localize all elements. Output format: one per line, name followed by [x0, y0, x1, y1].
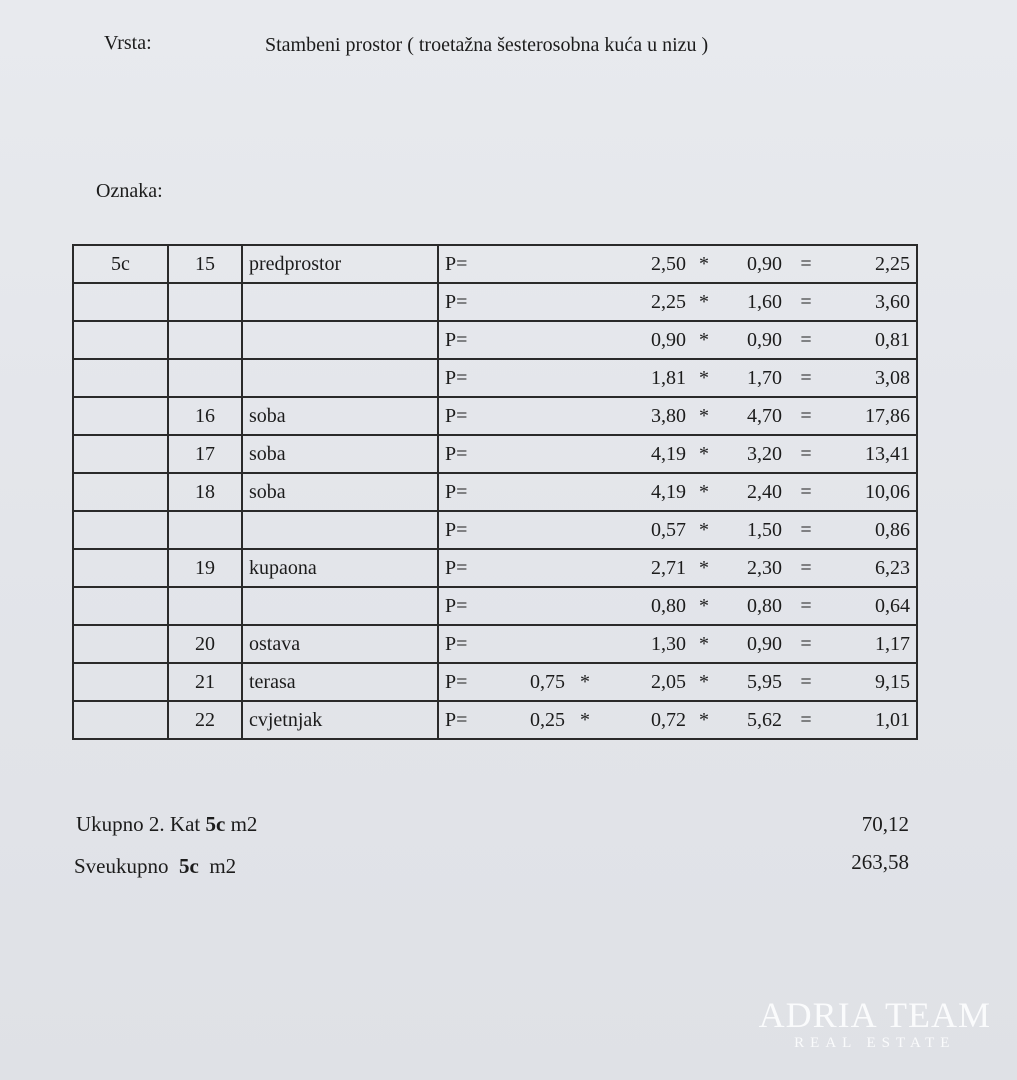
calc-factor: 4,19: [651, 442, 686, 465]
table-row: [73, 701, 917, 739]
cell-oznaka: [73, 473, 168, 511]
calc-operator: *: [699, 252, 709, 275]
cell-room-number: 22: [168, 701, 242, 739]
area-table: [72, 244, 918, 740]
vrsta-value: Stambeni prostor ( troetažna šesterosobna kuća u nizu ): [265, 34, 709, 56]
calc-result: 10,06: [865, 480, 910, 503]
sveukupno-prefix: Sveukupno: [74, 854, 169, 878]
cell-area-calc: [438, 549, 917, 587]
calc-equals: =: [800, 290, 812, 313]
calc-operator: *: [699, 290, 709, 313]
table-row: [73, 473, 917, 511]
calc-equals: =: [800, 594, 812, 617]
calc-equals: =: [800, 708, 812, 731]
calc-result: 3,60: [875, 290, 910, 313]
calc-label: P=: [445, 518, 468, 541]
calc-equals: =: [800, 632, 812, 655]
calc-operator: *: [580, 670, 590, 693]
calc-factor: 1,81: [651, 366, 686, 389]
cell-area-calc: [438, 283, 917, 321]
vrsta-label: Vrsta:: [104, 32, 152, 54]
calc-factor: 1,70: [747, 366, 782, 389]
calc-operator: *: [699, 632, 709, 655]
cell-room-number: 21: [168, 663, 242, 701]
calc-result: 0,86: [875, 518, 910, 541]
cell-room-name: ostava: [242, 625, 438, 663]
area-table-body: [73, 245, 917, 739]
cell-room-number: 16: [168, 397, 242, 435]
calc-label: P=: [445, 632, 468, 655]
calc-operator: *: [699, 480, 709, 503]
cell-area-calc: [438, 359, 917, 397]
calc-factor: 0,90: [747, 252, 782, 275]
cell-room-number: 17: [168, 435, 242, 473]
calc-equals: =: [800, 366, 812, 389]
cell-area-calc: [438, 321, 917, 359]
calc-factor: 2,71: [651, 556, 686, 579]
calc-operator: *: [699, 366, 709, 389]
watermark-tagline: REAL ESTATE: [794, 1035, 956, 1051]
calc-result: 17,86: [865, 404, 910, 427]
calc-operator: *: [699, 670, 709, 693]
calc-factor: 2,50: [651, 252, 686, 275]
table-row: [73, 663, 917, 701]
calc-factor: 0,80: [747, 594, 782, 617]
sveukupno-code: 5c: [179, 854, 199, 878]
calc-equals: =: [800, 328, 812, 351]
table-row: [73, 245, 917, 283]
cell-room-name: soba: [242, 435, 438, 473]
calc-factor: 2,30: [747, 556, 782, 579]
table-row: [73, 283, 917, 321]
watermark-brand: ADRIA TEAM: [758, 995, 991, 1035]
calc-result: 3,08: [875, 366, 910, 389]
calc-operator: *: [699, 708, 709, 731]
calc-result: 0,81: [875, 328, 910, 351]
calc-operator: *: [699, 328, 709, 351]
cell-room-number: [168, 359, 242, 397]
cell-room-name: predprostor: [242, 245, 438, 283]
cell-area-calc: [438, 511, 917, 549]
sveukupno-label: [74, 854, 236, 879]
ukupno-code: 5c: [205, 812, 226, 836]
calc-equals: =: [800, 480, 812, 503]
calc-equals: =: [800, 670, 812, 693]
cell-area-calc: [438, 435, 917, 473]
calc-label: P=: [445, 404, 468, 427]
cell-oznaka: [73, 511, 168, 549]
cell-oznaka: [73, 663, 168, 701]
sveukupno-value: 263,58: [851, 850, 909, 874]
cell-room-name: cvjetnjak: [242, 701, 438, 739]
ukupno-value: 70,12: [861, 812, 909, 836]
calc-label: P=: [445, 594, 468, 617]
calc-label: P=: [445, 442, 468, 465]
cell-area-calc: [438, 663, 917, 701]
calc-operator: *: [580, 708, 590, 731]
cell-oznaka: [73, 321, 168, 359]
calc-equals: =: [800, 252, 812, 275]
cell-oznaka: 5c: [73, 245, 168, 283]
calc-label: P=: [445, 252, 468, 275]
watermark-logo: [759, 996, 991, 1052]
cell-room-number: 15: [168, 245, 242, 283]
calc-factor: 5,62: [747, 708, 782, 731]
calc-factor: 4,19: [651, 480, 686, 503]
calc-equals: =: [800, 404, 812, 427]
calc-equals: =: [800, 442, 812, 465]
table-row: [73, 359, 917, 397]
cell-oznaka: [73, 587, 168, 625]
calc-factor: 0,80: [651, 594, 686, 617]
table-row: [73, 435, 917, 473]
cell-room-number: [168, 587, 242, 625]
calc-factor: 0,25: [530, 708, 565, 731]
cell-area-calc: [438, 245, 917, 283]
table-row: [73, 397, 917, 435]
calc-factor: 1,50: [747, 518, 782, 541]
table-row: [73, 549, 917, 587]
calc-factor: 2,05: [651, 670, 686, 693]
calc-equals: =: [800, 556, 812, 579]
calc-result: 13,41: [865, 442, 910, 465]
cell-area-calc: [438, 625, 917, 663]
calc-factor: 1,60: [747, 290, 782, 313]
cell-room-number: [168, 283, 242, 321]
cell-area-calc: [438, 473, 917, 511]
ukupno-prefix: Ukupno 2. Kat: [76, 812, 201, 836]
calc-factor: 0,57: [651, 518, 686, 541]
calc-operator: *: [699, 556, 709, 579]
calc-result: 1,01: [875, 708, 910, 731]
calc-label: P=: [445, 480, 468, 503]
calc-operator: *: [699, 404, 709, 427]
cell-area-calc: [438, 397, 917, 435]
calc-result: 1,17: [875, 632, 910, 655]
calc-factor: 3,20: [747, 442, 782, 465]
table-row: [73, 587, 917, 625]
cell-area-calc: [438, 701, 917, 739]
cell-room-name: [242, 359, 438, 397]
calc-factor: 3,80: [651, 404, 686, 427]
cell-oznaka: [73, 283, 168, 321]
calc-factor: 4,70: [747, 404, 782, 427]
calc-result: 2,25: [875, 252, 910, 275]
table-row: [73, 625, 917, 663]
calc-operator: *: [699, 442, 709, 465]
cell-room-name: soba: [242, 473, 438, 511]
sveukupno-unit: m2: [209, 854, 237, 878]
ukupno-unit: m2: [230, 812, 258, 836]
calc-factor: 0,72: [651, 708, 686, 731]
calc-result: 6,23: [875, 556, 910, 579]
cell-room-number: 18: [168, 473, 242, 511]
calc-factor: 2,40: [747, 480, 782, 503]
cell-oznaka: [73, 359, 168, 397]
calc-equals: =: [800, 518, 812, 541]
cell-room-name: kupaona: [242, 549, 438, 587]
cell-area-calc: [438, 587, 917, 625]
cell-room-number: [168, 511, 242, 549]
cell-oznaka: [73, 435, 168, 473]
calc-result: 9,15: [875, 670, 910, 693]
calc-result: 0,64: [875, 594, 910, 617]
cell-room-number: 20: [168, 625, 242, 663]
cell-oznaka: [73, 397, 168, 435]
calc-factor: 0,90: [747, 328, 782, 351]
calc-factor: 0,90: [651, 328, 686, 351]
cell-room-name: terasa: [242, 663, 438, 701]
cell-oznaka: [73, 549, 168, 587]
calc-factor: 5,95: [747, 670, 782, 693]
cell-room-name: [242, 511, 438, 549]
table-row: [73, 321, 917, 359]
ukupno-label: [76, 812, 257, 837]
cell-room-name: soba: [242, 397, 438, 435]
cell-room-number: 19: [168, 549, 242, 587]
calc-factor: 0,90: [747, 632, 782, 655]
cell-oznaka: [73, 701, 168, 739]
calc-label: P=: [445, 366, 468, 389]
oznaka-label: Oznaka:: [96, 180, 163, 202]
calc-factor: 1,30: [651, 632, 686, 655]
cell-room-name: [242, 283, 438, 321]
calc-label: P=: [445, 708, 468, 731]
calc-factor: 0,75: [530, 670, 565, 693]
calc-factor: 2,25: [651, 290, 686, 313]
cell-room-name: [242, 321, 438, 359]
calc-label: P=: [445, 670, 468, 693]
cell-room-name: [242, 587, 438, 625]
calc-operator: *: [699, 518, 709, 541]
table-row: [73, 511, 917, 549]
calc-label: P=: [445, 290, 468, 313]
calc-operator: *: [699, 594, 709, 617]
cell-oznaka: [73, 625, 168, 663]
calc-label: P=: [445, 556, 468, 579]
cell-room-number: [168, 321, 242, 359]
calc-label: P=: [445, 328, 468, 351]
